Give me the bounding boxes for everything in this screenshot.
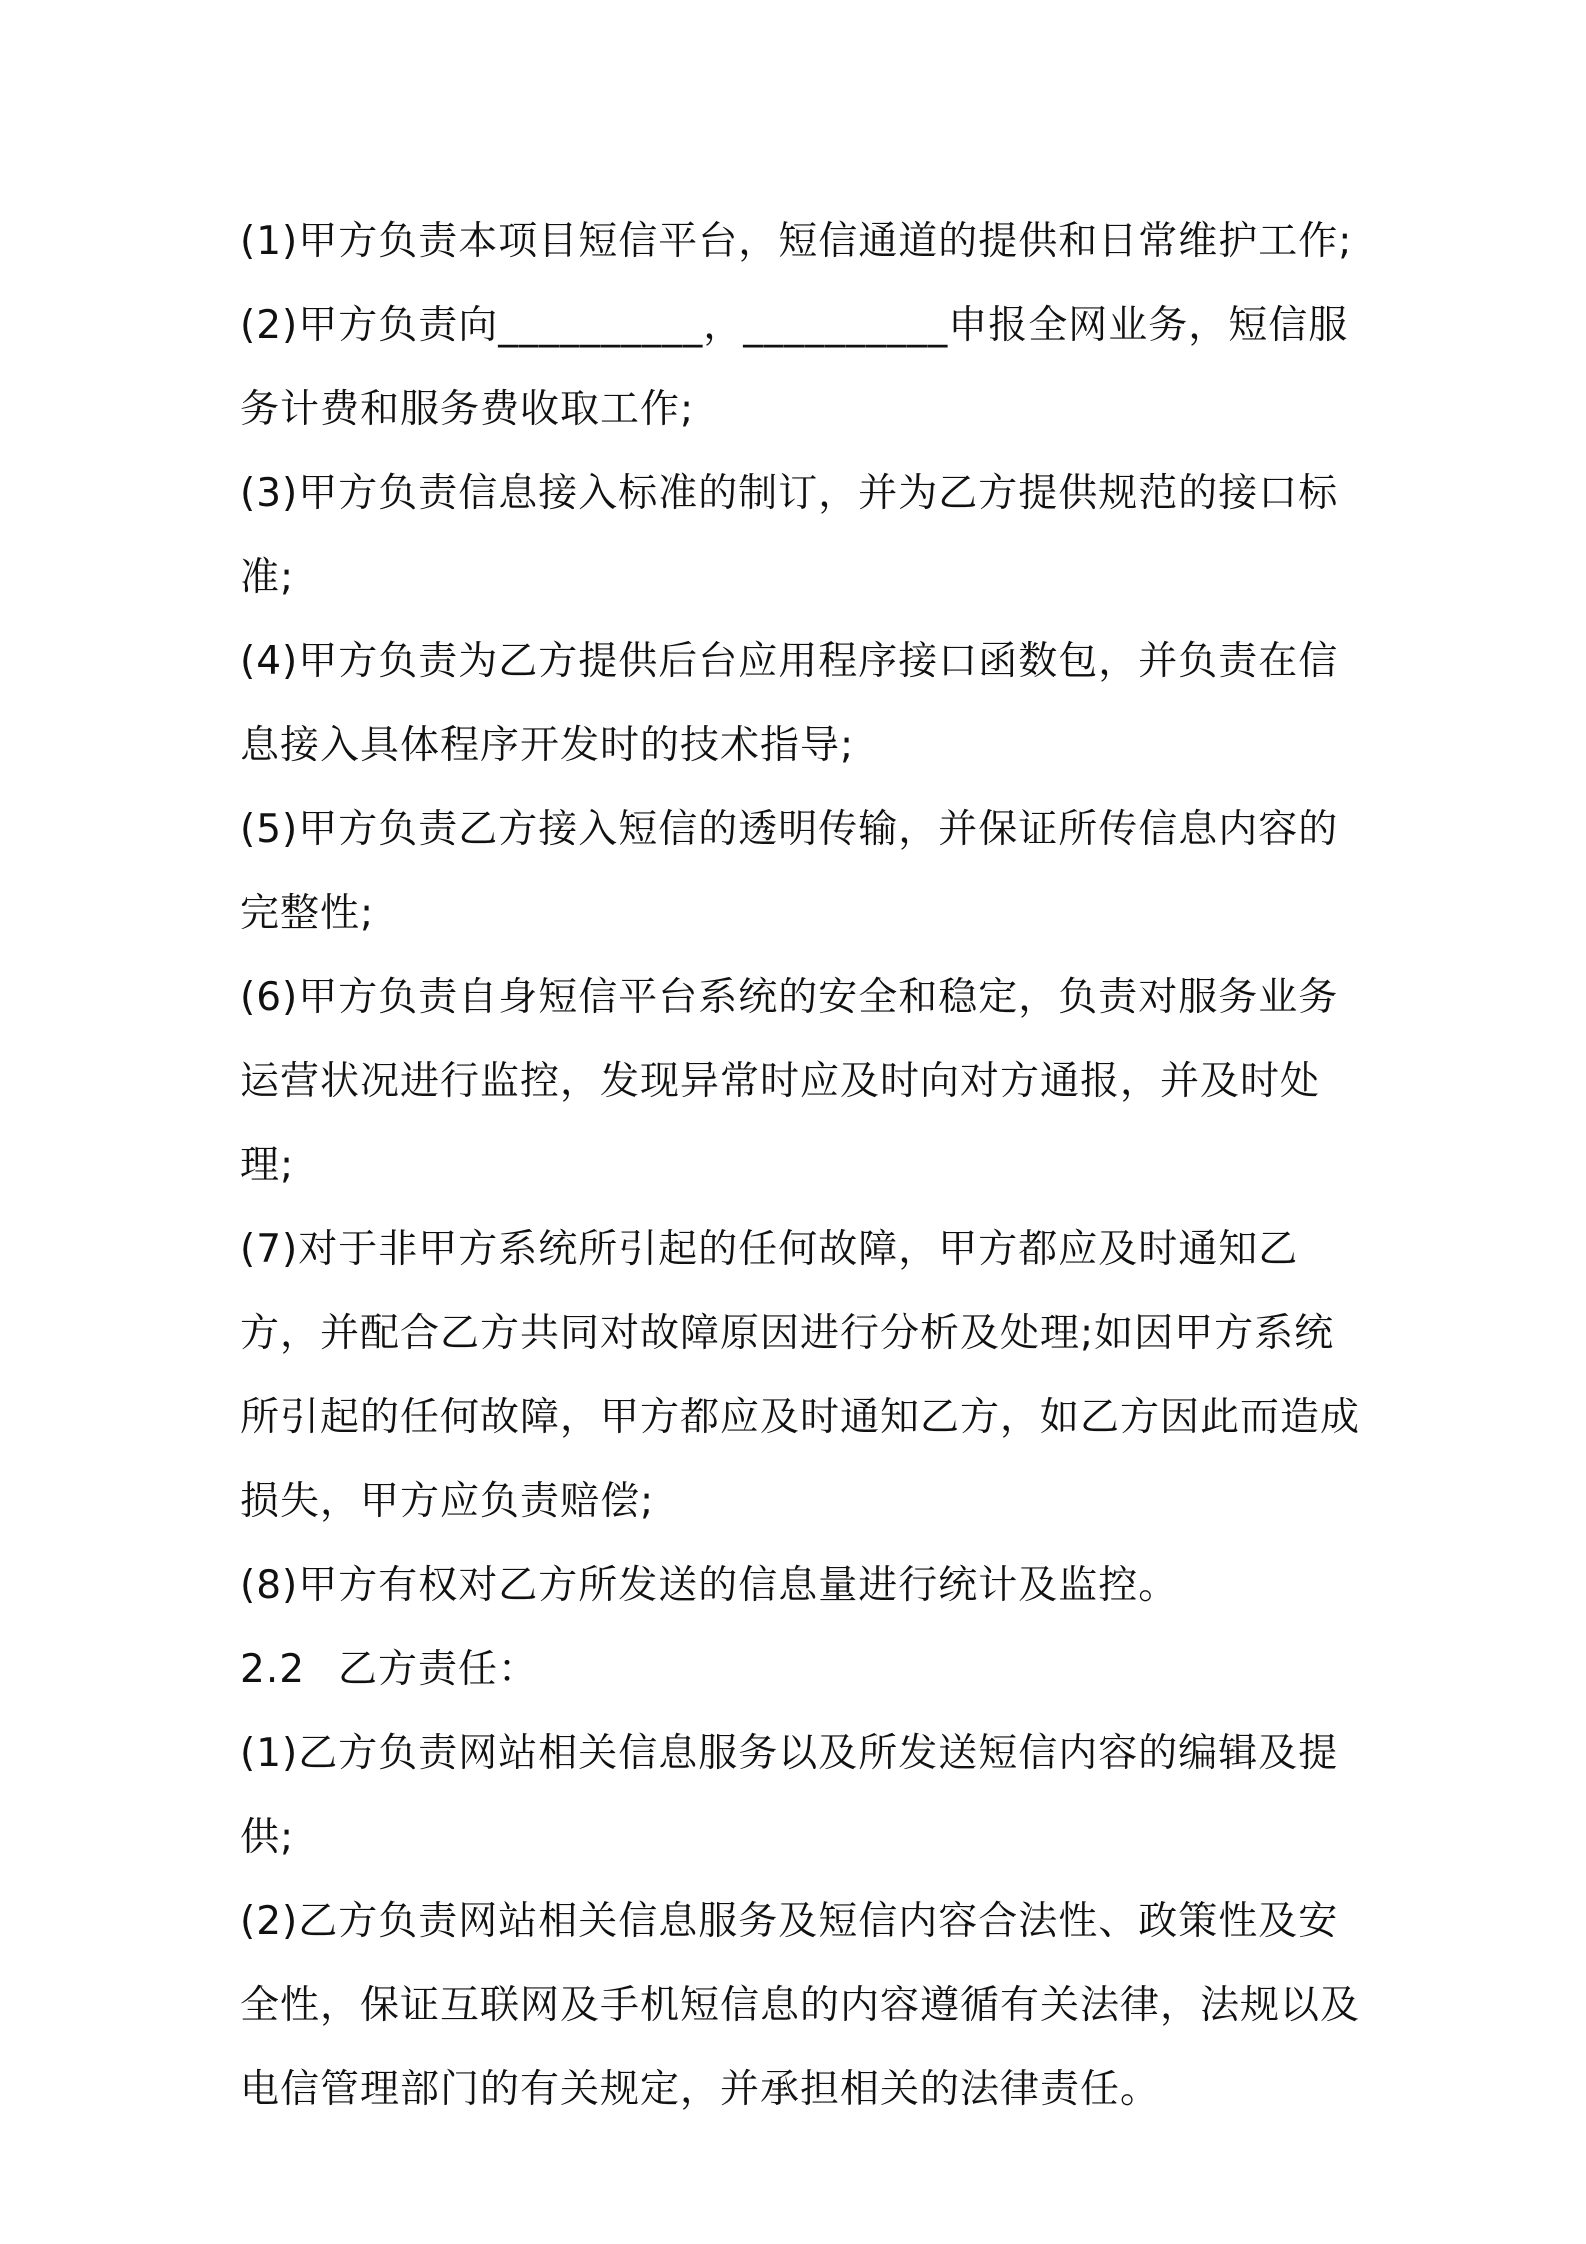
clause-a-4: (4)甲方负责为乙方提供后台应用程序接口函数包，并负责在信息接入具体程序开发时的技术指导; — [240, 639, 1339, 768]
clause-a-2: (2)甲方负责向__________，__________申报全网业务，短信服务计费和服务费收取工作; — [240, 303, 1349, 432]
clause-b-2: (2)乙方负责网站相关信息服务及短信内容合法性、政策性及安全性，保证互联网及手机短信息的内容遵循有关法律，法规以及电信管理部门的有关规定，并承担相关的法律责任。 — [240, 1899, 1361, 2112]
clause-a-8: (8)甲方有权对乙方所发送的信息量进行统计及监控。 — [240, 1563, 1179, 1608]
clause-a-7: (7)对于非甲方系统所引起的任何故障，甲方都应及时通知乙方，并配合乙方共同对故障原因进行分析及处理;如因甲方系统所引起的任何故障，甲方都应及时通知乙方，如乙方因此而造成损失，甲方应负责赔偿; — [240, 1227, 1361, 1524]
clause-a-6: (6)甲方负责自身短信平台系统的安全和稳定，负责对服务业务运营状况进行监控，发现异常时应及时向对方通报，并及时处理; — [240, 975, 1339, 1188]
document-body — [240, 200, 1360, 2132]
section-heading — [240, 1628, 1360, 1712]
section-title: 乙方责任： — [338, 1647, 539, 1692]
clause-a-1: (1)甲方负责本项目短信平台，短信通道的提供和日常维护工作; — [240, 219, 1353, 264]
clause-a-3: (3)甲方负责信息接入标准的制订，并为乙方提供规范的接口标准; — [240, 471, 1339, 600]
clause-a-5: (5)甲方负责乙方接入短信的透明传输，并保证所传信息内容的完整性; — [240, 807, 1339, 936]
clause-b-1: (1)乙方负责网站相关信息服务以及所发送短信内容的编辑及提供; — [240, 1731, 1339, 1860]
section-number: 2.2 — [240, 1647, 306, 1692]
